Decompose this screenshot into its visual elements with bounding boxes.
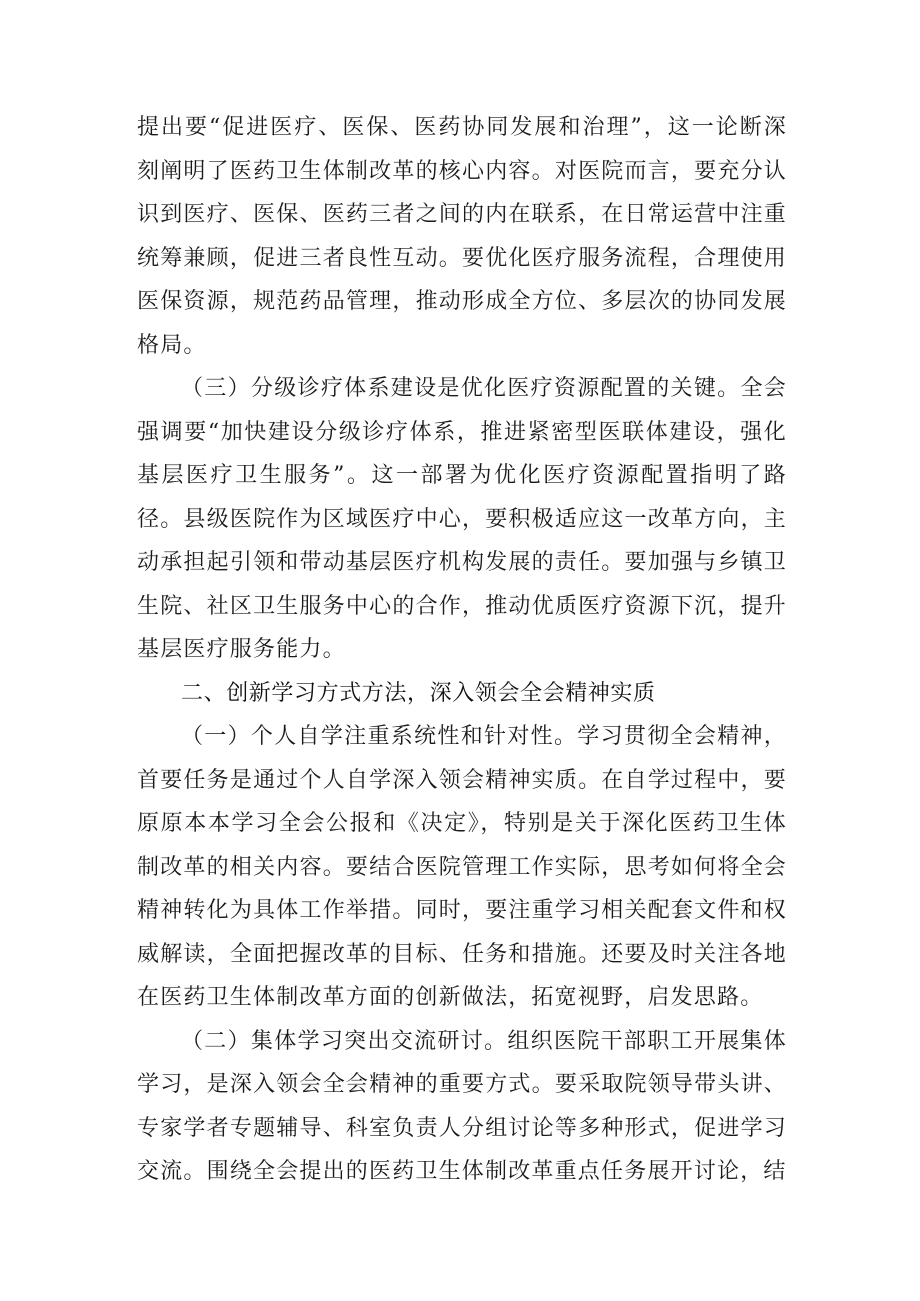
section-heading: 二、创新学习方式方法，深入领会全会精神实质 bbox=[181, 680, 656, 706]
paragraph-continuation: 提出要“促进医疗、医保、医药协同发展和治理”，这一论断深刻阐明了医药卫生体制改革的核心内容。对医院而言，要充分认识到医疗、医保、医药三者之间的内在联系，在日常运营中注重统筹兼顾，促进三者良性互动。要优化医疗服务流程，合理使用医保资源，规范药品管理，推动形成全方位、多层次的协同发展格局。 bbox=[137, 115, 787, 358]
paragraph-tiered-care: （三）分级诊疗体系建设是优化医疗资源配置的关键。全会强调要“加快建设分级诊疗体系，推进紧密型医联体建设，强化基层医疗卫生服务”。这一部署为优化医疗资源配置指明了路径。县级医院作为区域医疗中心，要积极适应这一改革方向，主动承担起引领和带动基层医疗机构发展的责任。要加强与乡镇卫生院、社区卫生服务中心的合作，推动优质医疗资源下沉，提升基层医疗服务能力。 bbox=[137, 376, 787, 662]
paragraph-self-study: （一）个人自学注重系统性和针对性。学习贯彻全会精神，首要任务是通过个人自学深入领会精神实质。在自学过程中，要原原本本学习全会公报和《决定》，特别是关于深化医药卫生体制改革的相关内容。要结合医院管理工作实际，思考如何将全会精神转化为具体工作举措。同时，要注重学习相关配套文件和权威解读，全面把握改革的目标、任务和措施。还要及时关注各地在医药卫生体制改革方面的创新做法，拓宽视野，启发思路。 bbox=[137, 724, 787, 1010]
paragraph-group-study: （二）集体学习突出交流研讨。组织医院干部职工开展集体学习，是深入领会全会精神的重要方式。要采取院领导带头讲、专家学者专题辅导、科室负责人分组讨论等多种形式，促进学习交流。围绕全会提出的医药卫生体制改革重点任务展开讨论，结 bbox=[137, 1028, 787, 1184]
document-body bbox=[137, 106, 787, 1194]
